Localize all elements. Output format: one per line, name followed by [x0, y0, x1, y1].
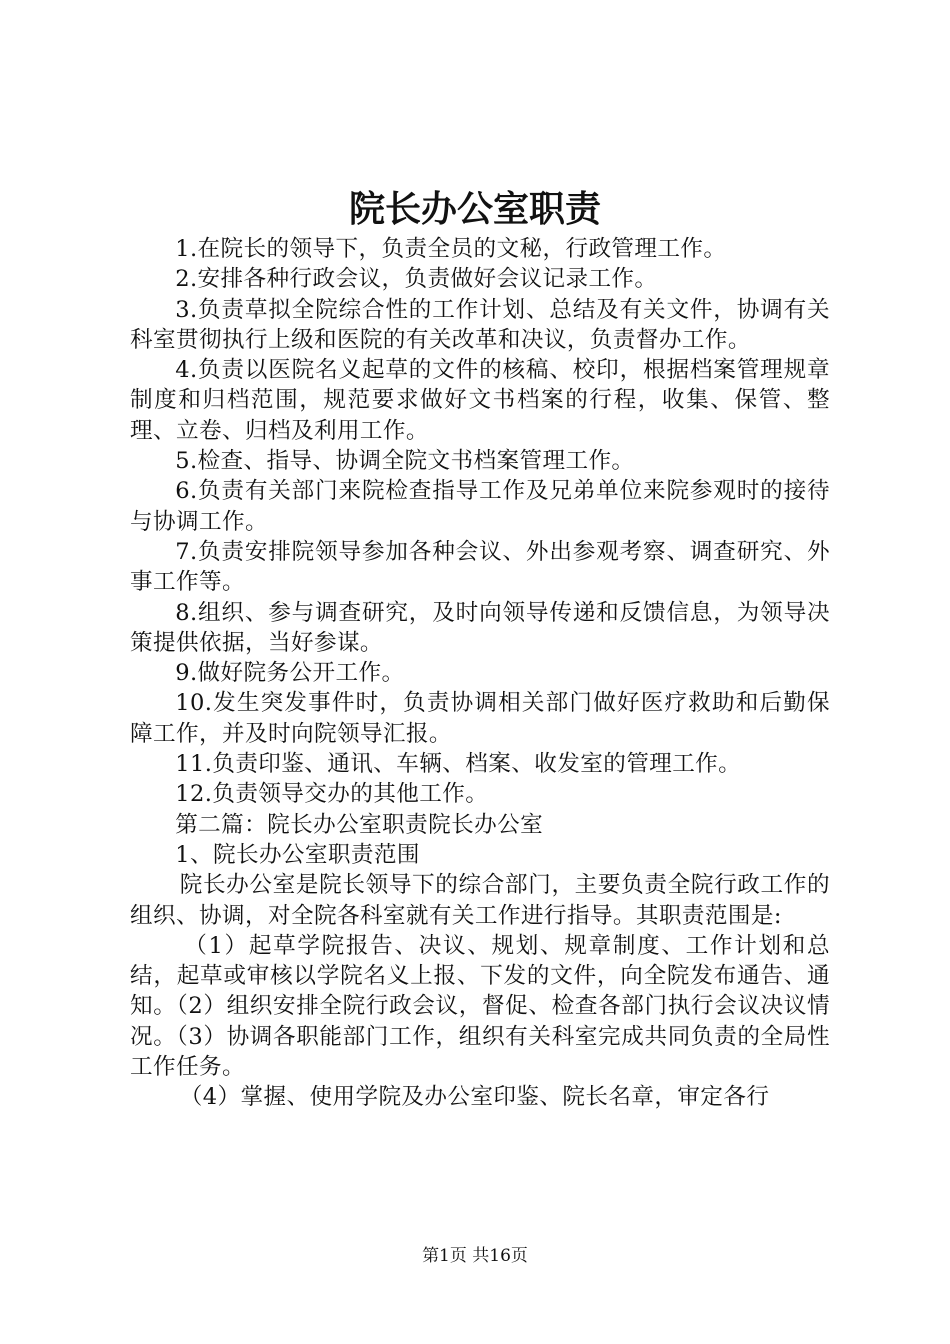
- paragraph: 9.做好院务公开工作。: [175, 660, 405, 687]
- paragraph: 3.负责草拟全院综合性的工作计划、总结及有关文件，协调有关科室贯彻执行上级和医院的有关改革和决议，负责督办工作。: [130, 296, 830, 353]
- paragraph: 5.检查、指导、协调全院文书档案管理工作。: [175, 448, 635, 475]
- paragraph: 7.负责安排院领导参加各种会议、外出参观考察、调查研究、外事工作等。: [130, 538, 830, 596]
- document-body: [130, 234, 830, 1113]
- paragraph: 12.负责领导交办的其他工作。: [175, 781, 489, 808]
- document-title: 院长办公室职责: [348, 188, 601, 230]
- paragraph: 4.负责以医院名义起草的文件的核稿、校印，根据档案管理规章制度和归档范围，规范要求做好文书档案的行程，收集、保管、整理、立卷、归档及利用工作。: [130, 357, 830, 444]
- subsection-heading: 1、院长办公室职责范围: [175, 841, 420, 868]
- page-number-footer: 第1页 共16页: [422, 1246, 528, 1266]
- section-heading: 第二篇：院长办公室职责院长办公室: [175, 811, 544, 838]
- paragraph: （4）掌握、使用学院及办公室印鉴、院长名章，审定各行: [179, 1084, 770, 1111]
- paragraph: 院长办公室是院长领导下的综合部门，主要负责全院行政工作的组织、协调，对全院各科室就有关工作进行指导。其职责范围是:: [130, 872, 830, 929]
- paragraph: （1）起草学院报告、决议、规划、规章制度、工作计划和总结，起草或审核以学院名义上报、下发的文件，向全院发布通告、通知。（2）组织安排全院行政会议，督促、检查各部门执行会议决议情况。（3）协调各职能部门工作，组织有关科室完成共同负责的全局性工作任务。: [130, 932, 830, 1081]
- paragraph: 8.组织、参与调查研究，及时向领导传递和反馈信息，为领导决策提供依据，当好参谋。: [130, 599, 830, 656]
- paragraph: 1.在院长的领导下，负责全员的文秘，行政管理工作。: [175, 236, 727, 262]
- paragraph: 2.安排各种行政会议，负责做好会议记录工作。: [175, 266, 658, 293]
- paragraph: 11.负责印鉴、通讯、车辆、档案、收发室的管理工作。: [175, 751, 742, 778]
- paragraph: 10.发生突发事件时，负责协调相关部门做好医疗救助和后勤保障工作，并及时向院领导汇报。: [130, 690, 830, 747]
- paragraph: 6.负责有关部门来院检查指导工作及兄弟单位来院参观时的接待与协调工作。: [130, 478, 830, 535]
